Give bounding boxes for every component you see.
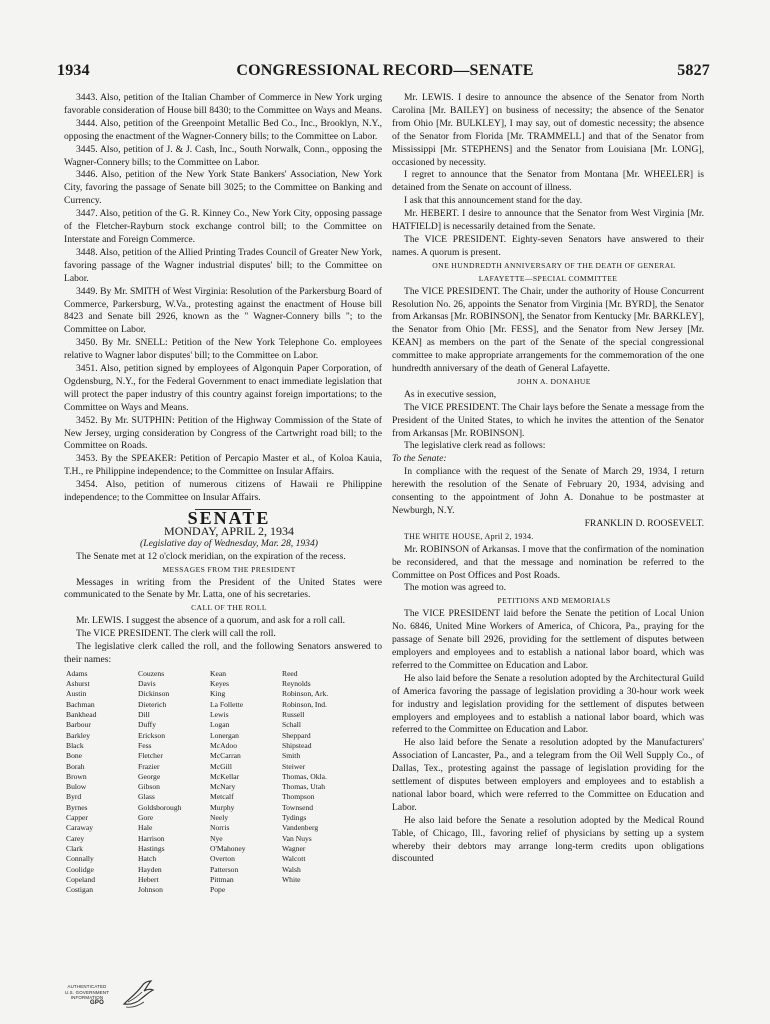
senator-name: Gibson [138,782,160,792]
roll-paragraph: Mr. LEWIS. I suggest the absence of a quorum, and ask for a roll call. [76,615,346,627]
senator-name: Dickinson [138,689,170,699]
donahue-paragraph: The VICE PRESIDENT. The Chair lays before the Senate a message from the President of the United States, to which he invites the attention of the Senator from Arkansas [Mr. ROBINSON]. [392,401,704,439]
roll-paragraph: The legislative clerk called the roll, and the following Senators answered to their names: [64,641,382,665]
messages-paragraph: Messages in writing from the President of the United States were communicated to the Senate by Mr. Latta, one of his secretaries. [64,576,382,601]
senator-name: Hastings [138,843,165,853]
senator-name: Carey [66,833,85,843]
senator-name: Smith [282,751,301,761]
roll-call-list [66,669,382,896]
senator-name: Lewis [210,710,229,720]
left-column [64,92,382,895]
senator-name: Tydings [282,813,307,823]
petition-item: 3447. Also, petition of the G. R. Kinney Co., New York City, opposing passage of the Fletcher-Rayburn stock exchange control bill; to the Committee on Interstate and Foreign Commerce. [64,208,382,245]
senator-name: Reed [282,668,298,678]
senator-name: Overton [210,854,235,864]
senator-name: Logan [210,720,230,730]
senator-name: Capper [66,813,88,823]
gpo-seal-text [54,984,120,1006]
senator-name: Norris [210,823,230,833]
senator-name: Pope [210,885,226,895]
donahue-paragraph: As in executive session, [404,388,497,400]
petitions-paragraph: He also laid before the Senate a resolution adopted by the Architectural Guild of America favoring the passage of legislation providing a 30-hour work week for industry and legislation providing for the settlement of disputes between employers and employees and to establish a national labor board, which was referred to the Committee on Education and Labor. [392,672,704,736]
petition-item: 3445. Also, petition of J. & J. Cash, Inc., South Norwalk, Conn., opposing the Wagner-Connery bills; to the Committee on Labor. [64,143,382,168]
senator-name: Harrison [138,833,165,843]
gpo-seal-line: GPO [90,999,104,1006]
petitions-paragraph: He also laid before the Senate a resolution adopted by the Manufacturers' Association of Lancaster, Pa., and a telegram from the Oil Well Supply Co., of Dallas, Tex., protesting against the passage of legislation providing for the settlement of disputes between employers and employees and to establish a national labor board, which were referred to the Committee on Education and Labor. [392,737,704,813]
absence-paragraph: I ask that this announcement stand for the day. [404,195,583,207]
senator-name: Walcott [282,854,306,864]
quorum-paragraph: The VICE PRESIDENT. Eighty-seven Senators have answered to their names. A quorum is present. [392,233,704,258]
senator-name: Copeland [66,874,96,884]
signature: FRANKLIN D. ROOSEVELT. [584,517,704,529]
senator-name: La Follette [210,699,244,709]
eagle-logo-icon [120,978,156,1012]
senator-name: Bachman [66,699,95,709]
senator-name: Hebert [138,874,159,884]
senator-name: Thompson [282,792,315,802]
senator-name: Robinson, Ind. [282,699,327,709]
session-date: MONDAY, APRIL 2, 1934 [164,523,294,538]
senator-name [282,885,372,895]
senator-name: George [138,771,161,781]
senator-name: Schall [282,720,301,730]
petitions-paragraph: He also laid before the Senate a resolution adopted by the Medical Round Table, of Chicago, Ill., favoring relief of physicians by setting up a system whereby their debtors may arrange long-term credits upon obligations discounted [392,814,704,865]
senator-name: Townsend [282,802,314,812]
senator-name: Sheppard [282,730,311,740]
petition-item: 3448. Also, petition of the Allied Printing Trades Council of Greater New York, favoring passage of the Wagner industrial disputes' bill; to the Committee on Labor. [64,246,382,284]
house-petitions-list [64,92,382,505]
senator-name: Reynolds [282,679,311,689]
petition-item: 3450. By Mr. SNELL: Petition of the New York Telephone Co. employees relative to Wagner labor disputes' bill; to the Committee on Labor. [64,337,382,362]
senator-name: Goldsborough [138,802,182,812]
petition-item: 3449. By Mr. SMITH of West Virginia: Resolution of the Parkersburg Board of Commerce, Parkersburg, W.Va., protesting against the enactment of House bill 8423 and Senate bill 2926, known as the " Wagner-Connery bills "; to the Committee on Labor. [64,285,382,336]
senator-name: Hatch [138,854,157,864]
white-house-dateline: THE WHITE HOUSE, April 2, 1934. [404,531,534,541]
petitions-heading: PETITIONS AND MEMORIALS [497,596,611,606]
roll-paragraph: The VICE PRESIDENT. The clerk will call the roll. [76,628,276,640]
senator-name: Metcalf [210,792,234,802]
senator-name: McKellar [210,771,240,781]
senator-name: Thomas, Okla. [282,771,327,781]
senator-name: Coolidge [66,864,94,874]
senator-name: Davis [138,679,156,689]
senator-name: McCarran [210,751,241,761]
senator-name: McGill [210,761,232,771]
senator-name: O'Mahoney [210,843,246,853]
absence-paragraph: Mr. HEBERT. I desire to announce that the Senator from West Virginia [Mr. HATFIELD] is necessarily detained from the Senate. [392,208,704,233]
senator-name: Byrd [66,792,82,802]
senator-name: Johnson [138,885,163,895]
senator-name: Byrnes [66,802,88,812]
senator-name: Borah [66,761,85,771]
senator-name: Costigan [66,885,94,895]
senator-name: Connally [66,854,94,864]
senator-name: White [282,874,301,884]
message-salutation: To the Senate: [392,453,447,465]
senator-name: Duffy [138,720,156,730]
lafayette-heading-line: ONE HUNDREDTH ANNIVERSARY OF THE DEATH OF GENERAL [432,260,676,270]
senator-name: Hale [138,823,153,833]
senator-name: Austin [66,689,87,699]
senator-name: Dill [138,710,150,720]
senator-name: Caraway [66,823,93,833]
senator-name: Van Nuys [282,833,312,843]
senator-name: Robinson, Ark. [282,689,329,699]
gpo-authentication-seal [54,978,158,1016]
senator-name: Adams [66,668,88,678]
senator-name: Barkley [66,730,91,740]
right-column [392,92,704,866]
petitions-paragraph: The VICE PRESIDENT laid before the Senate the petition of Local Union No. 6846, United Mine Workers of America, of Chicora, Pa., praying for the passage of Senate bill 2926, providing for the settlement of disputes between employers and employees and to establish a national labor board, which was referred to the Committee on Education and Labor. [392,608,704,671]
senator-name: Ashurst [66,679,90,689]
petition-item: 3454. Also, petition of numerous citizens of Hawaii re Philippine independence; to the Committee on Insular Affairs. [64,479,382,504]
senate-heading: SENATE [187,508,271,528]
senator-name: Russell [282,710,305,720]
petition-item: 3451. Also, petition signed by employees of Algonquin Paper Corporation, of Ogdensburg, N.Y., for the Federal Government to enact immediate legislation that will protect the paper industry of this country against foreign importations; to the Committee on Ways and Means. [64,363,382,413]
motion-result: The motion was agreed to. [404,582,507,594]
senator-name: Patterson [210,864,239,874]
header-page-number: 5827 [677,62,710,79]
header-title: CONGRESSIONAL RECORD—SENATE [236,62,534,79]
senator-name: Wagner [282,843,306,853]
senator-name: McAdoo [210,740,237,750]
senator-name: Couzens [138,668,165,678]
senator-name: Black [66,740,84,750]
senator-name: Clark [66,843,83,853]
senator-name: Steiwer [282,761,306,771]
senator-name: Bankhead [66,710,97,720]
roll-call-heading: CALL OF THE ROLL [191,603,267,613]
senator-name: Kean [210,668,227,678]
absence-paragraph: Mr. LEWIS. I desire to announce the absence of the Senator from North Carolina [Mr. BAILEY] on business of necessity; the absence of the Senator from Ohio [Mr. BULKLEY], I may say, out of domestic necessity; the absence of the Senator from Florida [Mr. TRAMMELL] and that of the Senator from Mississippi [Mr. STEPHENS] and the Senator from Louisiana [Mr. LONG], occasioned by necessity. [392,92,704,168]
senator-name: Erickson [138,730,165,740]
senator-name: Hayden [138,864,162,874]
donahue-paragraph: The legislative clerk read as follows: [404,440,546,452]
lafayette-heading-line: LAFAYETTE—SPECIAL COMMITTEE [478,273,618,283]
presidential-message: In compliance with the request of the Senate of March 29, 1934, I return herewith the resolution of the Senate of February 20, 1934, advising and consenting to the appointment of John A. Donahue to be postmaster at Newburgh, N.Y. [392,466,704,516]
senator-name: Bulow [66,782,87,792]
senator-name: Brown [66,771,87,781]
convened-paragraph: The Senate met at 12 o'clock meridian, on the expiration of the recess. [76,550,346,562]
gpo-seal-line: U.S. GOVERNMENT [64,989,110,995]
senator-name: Glass [138,792,155,802]
senator-name: Vandenberg [282,823,319,833]
senator-name: Gore [138,813,154,823]
senator-name: King [210,689,226,699]
petition-item: 3444. Also, petition of the Greenpoint Metallic Bed Co., Inc., Brooklyn, N.Y., opposing the enactment of the Wagner-Connery bills; to the Committee on Labor. [64,117,382,142]
messages-heading: MESSAGES FROM THE PRESIDENT [162,564,296,574]
senator-name: Shipstead [282,740,312,750]
petition-item: 3446. Also, petition of the New York State Bankers' Association, New York City, favoring the passage of Senate bill 3025; to the Committee on Banking and Currency. [64,169,382,207]
petition-item: 3452. By Mr. SUTPHIN: Petition of the Highway Commission of the State of New Jersey, urging consideration by Congress of the Cartwright road bill; to the Committee on Roads. [64,414,382,452]
senator-name: Lonergan [210,730,239,740]
header-year: 1934 [57,62,90,79]
senator-name: Thomas, Utah [282,782,326,792]
senator-name: Fess [138,740,152,750]
senator-name: Fletcher [138,751,163,761]
senator-name: Pittman [210,874,234,884]
senator-name: Keyes [210,679,229,689]
gpo-seal-line: INFORMATION [70,995,104,1001]
absence-paragraph: I regret to announce that the Senator from Montana [Mr. WHEELER] is detained from the Senate on account of illness. [392,169,704,194]
senator-name: Barbour [66,720,91,730]
senator-name: Bone [66,751,83,761]
petition-item: 3453. By the SPEAKER: Petition of Percapio Master et al., of Koloa Kauia, T.H., re Philippine independence; to the Committee on Insular Affairs. [64,453,382,478]
legislative-day: (Legislative day of Wednesday, Mar. 28, 1934) [140,537,318,549]
robinson-motion: Mr. ROBINSON of Arkansas. I move that the confirmation of the nomination be reconsidered, and that the message and nomination be referred to the Committee on Post Offices and Post Roads. [392,543,704,581]
senator-name: Dieterich [138,699,167,709]
senator-name: McNary [210,782,236,792]
senator-name: Neely [210,813,229,823]
senator-name: Frazier [138,761,160,771]
petition-item: 3443. Also, petition of the Italian Chamber of Commerce in New York urging favorable consideration of House bill 8430; to the Committee on Ways and Means. [64,92,382,116]
lafayette-paragraph: The VICE PRESIDENT. The Chair, under the authority of House Concurrent Resolution No. 26, appoints the Senator from Virginia [Mr. BYRD], the Senator from Arkansas [Mr. ROBINSON], the Senator from Kentucky [Mr. BARKLEY], the Senator from Ohio [Mr. FESS], and the Senator from New Jersey [Mr. KEAN] as members on the part of the Senate of the special congressional committee to make appropriate arrangements for the commemoration of the one hundredth anniversary of the death of General Lafayette. [392,285,704,375]
senator-name: Walsh [282,864,301,874]
lafayette-heading [392,260,704,286]
senator-name: Nye [210,833,223,843]
gpo-seal-line: AUTHENTICATED [67,984,107,989]
donahue-heading: JOHN A. DONAHUE [517,376,591,386]
senator-name: Murphy [210,802,235,812]
